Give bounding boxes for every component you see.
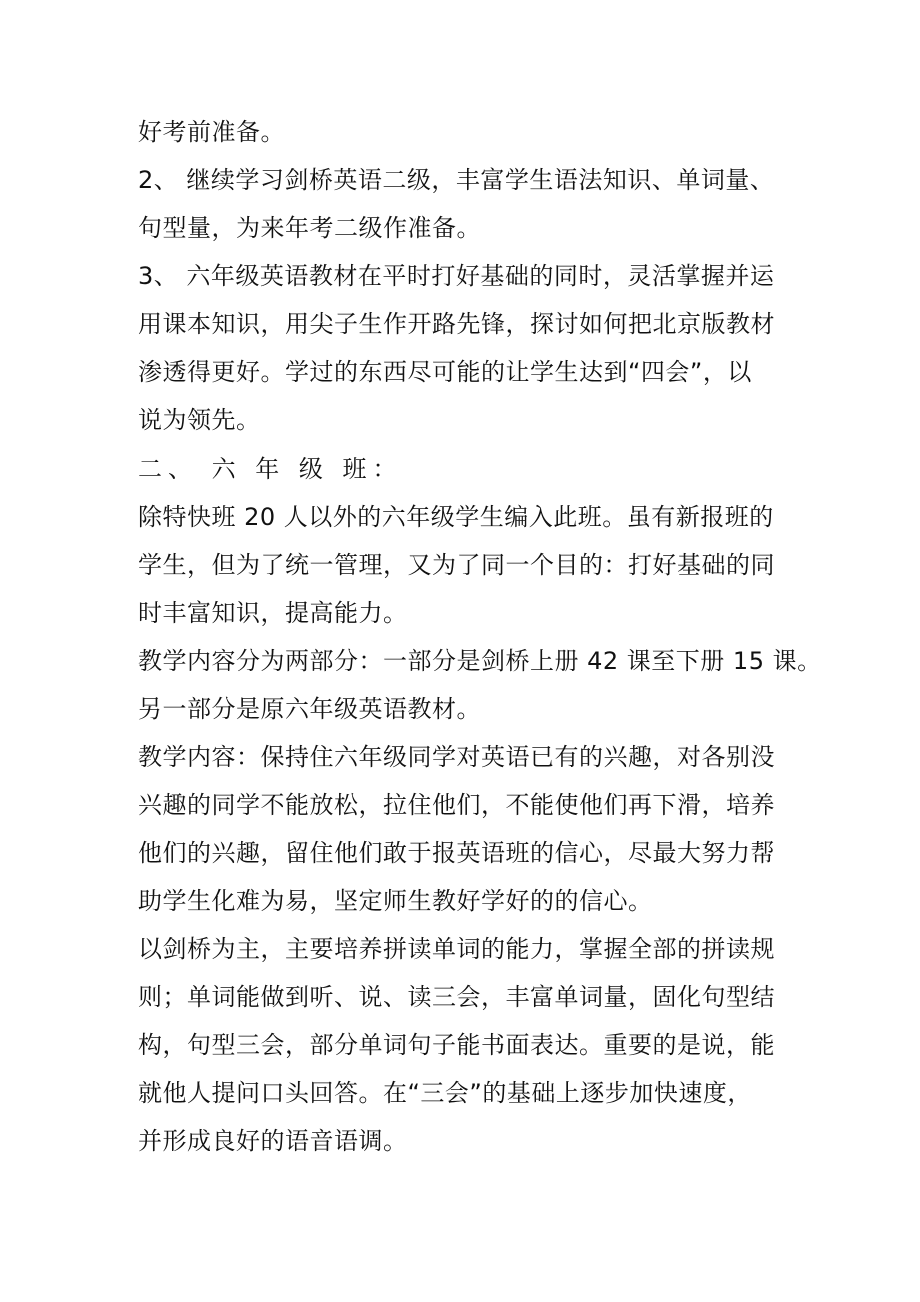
text-line-21: 就他人提问口头回答。在“三会”的基础上逐步加快速度， bbox=[138, 1079, 752, 1107]
text-line-5: 用课本知识，用尖子生作开路先锋，探讨如何把北京版教材 bbox=[138, 310, 775, 338]
text-line-15: 兴趣的同学不能放松，拉住他们，不能使他们再下滑，培养 bbox=[138, 791, 775, 819]
text-line-7: 说为领先。 bbox=[138, 406, 261, 434]
text-line-6: 渗透得更好。学过的东西尽可能的让学生达到“四会”，以 bbox=[138, 358, 752, 386]
text-line-12: 教学内容分为两部分：一部分是剑桥上册 42 课至下册 15 课。 bbox=[138, 647, 822, 675]
text-line-20: 构，句型三会，部分单词句子能书面表达。重要的是说，能 bbox=[138, 1031, 775, 1059]
text-line-22: 并形成良好的语音语调。 bbox=[138, 1127, 408, 1155]
text-line-16: 他们的兴趣，留住他们敢于报英语班的信心，尽最大努力帮 bbox=[138, 839, 775, 867]
text-line-19: 则；单词能做到听、说、读三会，丰富单词量，固化句型结 bbox=[138, 983, 775, 1011]
text-line-9: 除特快班 20 人以外的六年级学生编入此班。虽有新报班的 bbox=[138, 503, 774, 531]
text-line-17: 助学生化难为易，坚定师生教好学好的的信心。 bbox=[138, 887, 653, 915]
text-line-1: 好考前准备。 bbox=[138, 118, 285, 146]
text-line-4: 3、 六年级英语教材在平时打好基础的同时，灵活掌握并运 bbox=[138, 262, 775, 290]
text-line-2: 2、 继续学习剑桥英语二级，丰富学生语法知识、单词量、 bbox=[138, 166, 775, 194]
text-line-3: 句型量，为来年考二级作准备。 bbox=[138, 214, 481, 242]
text-line-11: 时丰富知识，提高能力。 bbox=[138, 599, 408, 627]
text-line-18: 以剑桥为主，主要培养拼读单词的能力，掌握全部的拼读规 bbox=[138, 935, 775, 963]
text-line-10: 学生，但为了统一管理，又为了同一个目的：打好基础的同 bbox=[138, 551, 775, 579]
section-heading: 二、 六 年 级 班： bbox=[138, 455, 403, 483]
text-line-13: 另一部分是原六年级英语教材。 bbox=[138, 695, 481, 723]
text-line-14: 教学内容：保持住六年级同学对英语已有的兴趣，对各别没 bbox=[138, 743, 775, 771]
